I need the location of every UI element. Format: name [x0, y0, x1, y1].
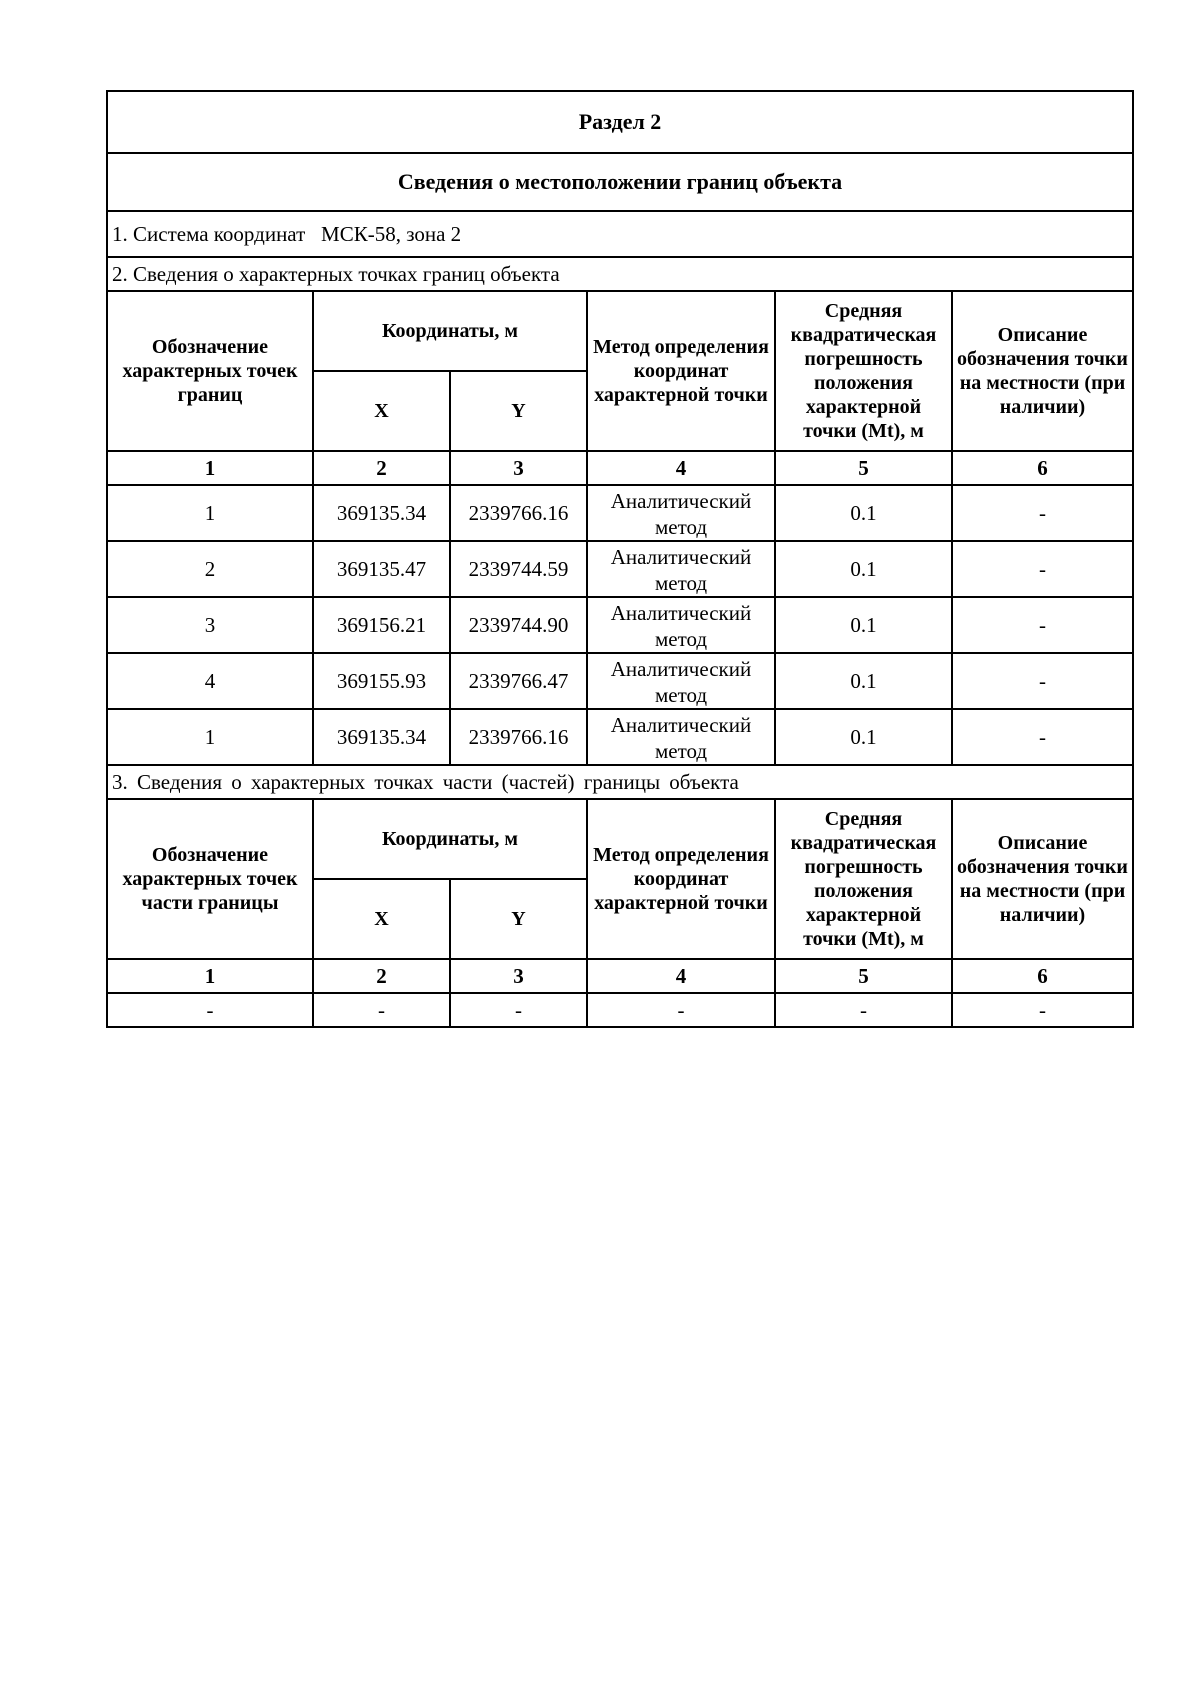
parts-header-description: Описание обозначения точки на местности (при наличии) — [952, 799, 1133, 959]
point-id: 4 — [107, 653, 313, 709]
point-x: 369135.34 — [313, 709, 450, 765]
point-x: 369135.47 — [313, 541, 450, 597]
section-title: Раздел 2 — [107, 91, 1133, 153]
point-method: Аналитический метод — [587, 597, 775, 653]
point-id: 1 — [107, 709, 313, 765]
point-error: 0.1 — [775, 653, 952, 709]
parts-header-coordinates: Координаты, м — [313, 799, 587, 879]
point-y: 2339766.16 — [450, 485, 587, 541]
point-description: - — [952, 597, 1133, 653]
parts-header-error: Средняя квадратическая погрешность положения характерной точки (Mt), м — [775, 799, 952, 959]
column-number: 2 — [313, 451, 450, 485]
point-method: Аналитический метод — [587, 653, 775, 709]
column-number: 3 — [450, 959, 587, 993]
column-number: 4 — [587, 451, 775, 485]
column-number: 6 — [952, 959, 1133, 993]
point-id: 2 — [107, 541, 313, 597]
parts-block-title: 3. Сведения о характерных точках части (частей) границы объекта — [107, 765, 1133, 799]
point-method: Аналитический метод — [587, 485, 775, 541]
point-method: Аналитический метод — [587, 541, 775, 597]
table-row — [107, 709, 1133, 765]
point-y: 2339766.47 — [450, 653, 587, 709]
parts-header-y: Y — [450, 879, 587, 959]
header-x: X — [313, 371, 450, 451]
point-description: - — [952, 653, 1133, 709]
point-id: 1 — [107, 485, 313, 541]
column-number: 1 — [107, 451, 313, 485]
header-y: Y — [450, 371, 587, 451]
coord-system-label: 1. Система координат — [112, 222, 306, 246]
points-block-title: 2. Сведения о характерных точках границ объекта — [107, 257, 1133, 291]
point-description: - — [952, 709, 1133, 765]
document-page — [106, 90, 1134, 1028]
coord-system-row — [107, 211, 1133, 257]
table-row — [107, 597, 1133, 653]
header-error: Средняя квадратическая погрешность положения характерной точки (Mt), м — [775, 291, 952, 451]
header-coordinates: Координаты, м — [313, 291, 587, 371]
header-description: Описание обозначения точки на местности (при наличии) — [952, 291, 1133, 451]
point-method: Аналитический метод — [587, 709, 775, 765]
point-x: 369156.21 — [313, 597, 450, 653]
point-y: 2339744.90 — [450, 597, 587, 653]
table-row — [107, 993, 1133, 1027]
part-point-error: - — [775, 993, 952, 1027]
part-point-x: - — [313, 993, 450, 1027]
parts-header-x: X — [313, 879, 450, 959]
point-error: 0.1 — [775, 541, 952, 597]
boundary-table — [106, 90, 1134, 1028]
part-point-method: - — [587, 993, 775, 1027]
parts-header-method: Метод определения координат характерной точки — [587, 799, 775, 959]
point-x: 369135.34 — [313, 485, 450, 541]
column-number: 2 — [313, 959, 450, 993]
column-number: 6 — [952, 451, 1133, 485]
table-row — [107, 653, 1133, 709]
section-subtitle: Сведения о местоположении границ объекта — [107, 153, 1133, 211]
column-number: 5 — [775, 959, 952, 993]
parts-header-designation: Обозначение характерных точек части границы — [107, 799, 313, 959]
table-row — [107, 541, 1133, 597]
coord-system-value: МСК-58, зона 2 — [321, 222, 462, 246]
point-error: 0.1 — [775, 709, 952, 765]
header-method: Метод определения координат характерной точки — [587, 291, 775, 451]
point-id: 3 — [107, 597, 313, 653]
header-designation: Обозначение характерных точек границ — [107, 291, 313, 451]
point-description: - — [952, 541, 1133, 597]
point-description: - — [952, 485, 1133, 541]
part-point-description: - — [952, 993, 1133, 1027]
part-point-id: - — [107, 993, 313, 1027]
point-y: 2339744.59 — [450, 541, 587, 597]
column-number: 5 — [775, 451, 952, 485]
column-number: 3 — [450, 451, 587, 485]
point-x: 369155.93 — [313, 653, 450, 709]
point-y: 2339766.16 — [450, 709, 587, 765]
column-number: 1 — [107, 959, 313, 993]
column-number: 4 — [587, 959, 775, 993]
table-row — [107, 485, 1133, 541]
part-point-y: - — [450, 993, 587, 1027]
point-error: 0.1 — [775, 485, 952, 541]
point-error: 0.1 — [775, 597, 952, 653]
